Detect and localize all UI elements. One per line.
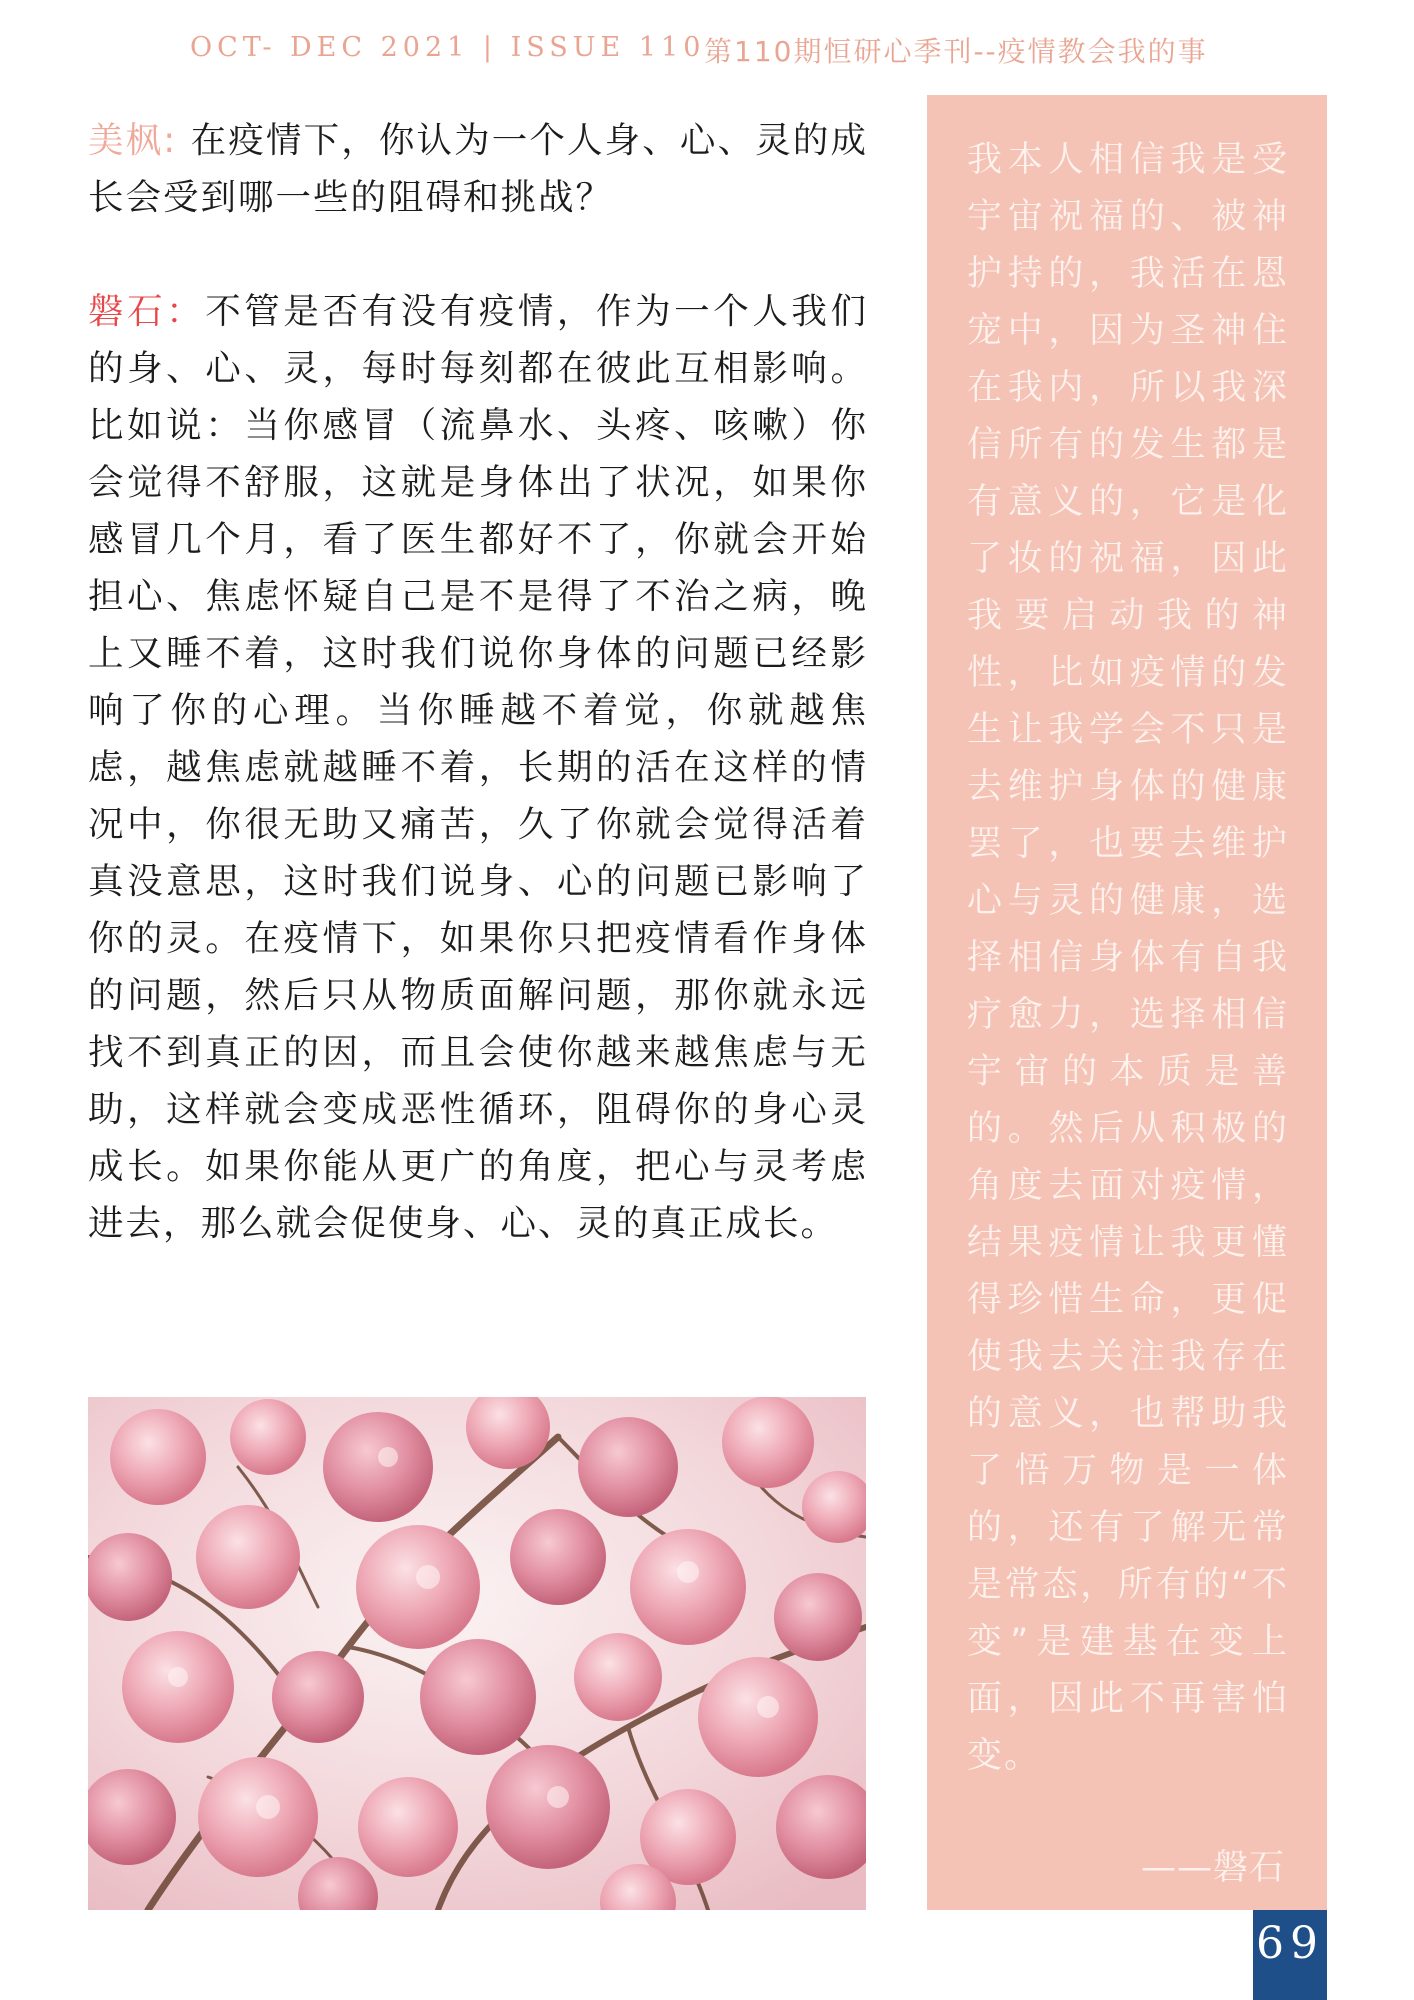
question-text: 在疫情下，你认为一个人身、心、灵的成长会受到哪一些的阻碍和挑战？ [88,120,868,218]
cherry-blossom-photo [88,1397,866,1910]
sidebar-quote: 我本人相信我是受宇宙祝福的、被神护持的，我活在恩宠中，因为圣神住在我内，所以我深信所有的发生都是有意义的，它是化了妆的祝福，因此我要启动我的神性，比如疫情的发生让我学会不只是去维护身体的健康罢了，也要去维护心与灵的健康，选择相信身体有自我疗愈力，选择相信宇宙的本质是善的。然后从积极的角度去面对疫情，结果疫情让我更懂得珍惜生命，更促使我去关注我存在的意义，也帮助我了悟万物是一体的，还有了解无常是常态，所有的“不变”是建基在变上面，因此不再害怕变。 [967,140,1289,1776]
answer-paragraph [88,283,868,1252]
issue-info: OCT- DEC 2021 | ISSUE 110 [190,32,706,63]
article-body [88,112,868,1309]
answer-speaker: 磐石： [88,291,206,332]
page-header [0,32,1414,72]
question-speaker: 美枫: [88,120,191,161]
page-number-badge [1253,1910,1327,2000]
answer-text: 不管是否有没有疫情，作为一个人我们的身、心、灵，每时每刻都在彼此互相影响。比如说：当你感冒（流鼻水、头疼、咳嗽）你会觉得不舒服，这就是身体出了状况，如果你感冒几个月，看了医生都好不了，你就会开始担心、焦虑怀疑自己是不是得了不治之病，晚上又睡不着，这时我们说你身体的问题已经影响了你的心理。当你睡越不着觉，你就越焦虑，越焦虑就越睡不着，长期的活在这样的情况中，你很无助又痛苦，久了你就会觉得活着真没意思，这时我们说身、心的问题已影响了你的灵。在疫情下，如果你只把疫情看作身体的问题，然后只从物质面解问题，那你就永远找不到真正的因，而且会使你越来越焦虑与无助，这样就会变成恶性循环，阻碍你的身心灵成长。如果你能从更广的角度，把心与灵考虑进去，那么就会促使身、心、灵的真正成长。 [88,291,868,1244]
magazine-title: 第110期恒研心季刊--疫情教会我的事 [704,35,1208,68]
question-paragraph [88,112,868,226]
page-number: 69 [1256,1918,1324,1969]
sidebar-signature: ——磐石 [1140,1848,1285,1888]
quote-sidebar [927,95,1327,1910]
cherry-blossom-illustration [88,1397,866,1910]
